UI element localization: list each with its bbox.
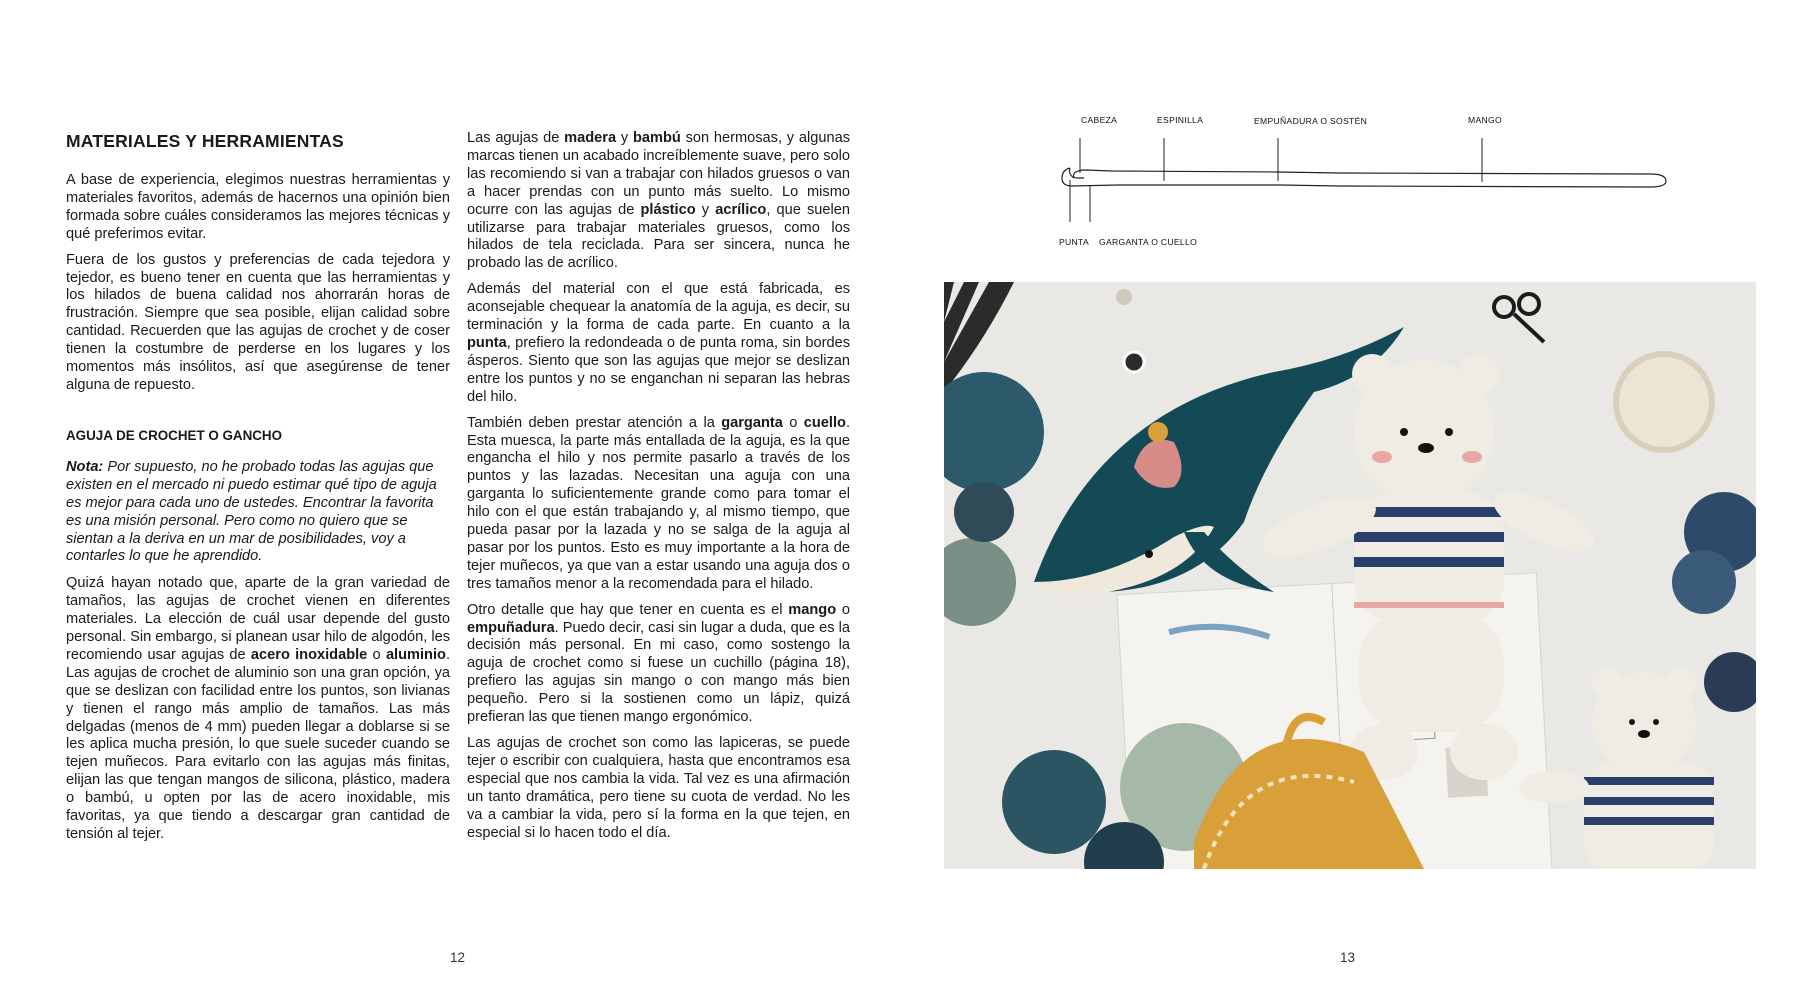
text-run: y xyxy=(616,130,633,146)
text-run: o xyxy=(367,646,386,663)
intro-paragraph-2: Fuera de los gustos y preferencias de cada tejedora y tejedor, es bueno tener en cuenta que las herramientas y los hilados de buena calidad nos ahorrarán horas de frustración. Siempre que sea posible, elijan calidad sobre cantidad. Recuerden que las agujas de crochet y de coser tienen la costumbre de perderse en los lugares y los momentos más insólitos, así que asegúrense de tener alguna de repuesto. xyxy=(66,251,450,393)
crochet-hook-drawing xyxy=(1040,108,1680,258)
text-run: Las agujas de xyxy=(467,130,565,146)
handle-paragraph xyxy=(467,602,850,727)
section-title: MATERIALES Y HERRAMIENTAS xyxy=(66,131,344,151)
text-run: o xyxy=(782,414,804,431)
label-punta: PUNTA xyxy=(1059,237,1089,247)
materials-paragraph xyxy=(66,575,450,844)
text-run: son hermosas, y algunas marcas tienen un acabado increíblemente suave, pero solo las recomiendo si van a trabajar con hilados gruesos o van a hacer prendas con un punto más suelto. Lo mismo ocurre con las agujas de xyxy=(467,130,851,218)
bold-term: aluminio xyxy=(385,646,446,663)
note-label: Nota: xyxy=(66,458,104,475)
label-espinilla: ESPINILLA xyxy=(1157,115,1204,125)
bold-term: bambú xyxy=(632,130,681,146)
bold-term: plástico xyxy=(640,201,696,218)
text-run: Quizá hayan notado que, aparte de la gran variedad de tamaños, las agujas de crochet vienen en diferentes materiales. La elección de cuál usar depende del gusto personal. Sin embargo, si planean usar hilo de algodón, les recomiendo usar agujas de xyxy=(66,575,450,663)
text-run: Otro detalle que hay que tener en cuenta es el xyxy=(467,601,789,618)
bold-term: madera xyxy=(564,130,617,146)
bold-term: empuñadura xyxy=(467,619,555,636)
bold-term: punta xyxy=(467,334,507,351)
wood-paragraph xyxy=(467,130,850,273)
bold-term: mango xyxy=(788,601,837,618)
throat-paragraph xyxy=(467,415,850,594)
text-run: , que suelen utilizarse para trabajar materiales gruesos, como los hilados de tela reciclada. Para ser sincera, nunca he probado las de acrílico. xyxy=(467,201,851,272)
bold-term: acero inoxidable xyxy=(250,646,368,663)
text-run: y xyxy=(695,201,716,218)
bold-term: cuello xyxy=(803,414,846,431)
label-empunadura: EMPUÑADURA O SOSTÉN xyxy=(1254,116,1368,126)
text-run: Además del material con el que está fabricada, es aconsejable chequear la anatomía de la aguja, es decir, su terminación y la forma de cada parte. En cuanto a la xyxy=(467,281,850,334)
left-column xyxy=(66,130,450,852)
photo-illustration xyxy=(944,282,1756,869)
text-run: . Esta muesca, la parte más entallada de la aguja, es la que engancha el hilo y nos permite pasarlo a través de los puntos y las lazadas. Necesitan una aguja con una garganta lo suficientemente grande como para tomar el hilo con el que están trabajando y, al mismo tiempo, que pueda pasar por la lazada y no se salga de la aguja al pasar por los puntos. Esto es muy importante a la hora de tejer muñecos, ya que van a estar usando una aguja dos o tres tamaños menor a la recomendada para el hilado. xyxy=(467,414,850,592)
bold-term: acrílico xyxy=(715,201,767,218)
closing-paragraph: Las agujas de crochet son como las lapiceras, se puede tejer o escribir con cualquiera, hasta que encontramos esa especial que nos cambia la vida. Tal vez es una afirmación un tanto dramática, pero tiene su cuota de verdad. No les va a cambiar la vida, pero sí la forma en la que tejen, en especial si lo hacen todo el día. xyxy=(467,735,850,841)
text-run: . Las agujas de crochet de aluminio son una gran opción, ya que se deslizan con facilidad entre los puntos, son livianas y tienen el rango más amplio de tamaños. Las más delgadas (menos de 4 mm) pueden llegar a doblarse si se les aplica mucha presión, lo que suele suceder cuando se tejen muñecos. Para evitarlo con las agujas más finitas, elijan las que tengan mangos de silicona, plástico, madera o bambú, u opten por las de acero inoxidable, mis favoritas, ya que tiendo a descargar gran cantidad de tensión al tejer. xyxy=(66,646,450,842)
label-garganta: GARGANTA O CUELLO xyxy=(1099,237,1198,247)
bold-term: garganta xyxy=(721,414,783,431)
middle-column xyxy=(467,130,850,850)
intro-paragraph-1: A base de experiencia, elegimos nuestras herramientas y materiales favoritos, además de hacernos una opinión bien formada sobre cuáles consideramos las mejores técnicas y qué preferimos evitar. xyxy=(66,172,450,242)
tip-paragraph xyxy=(467,281,850,406)
label-mango: MANGO xyxy=(1468,115,1502,125)
text-run: . Puedo decir, casi sin lugar a duda, que es la decisión más personal. En mi caso, como sostengo la aguja de crochet como si fuese un cuchillo (página 18), prefiero las agujas sin mango o con mango más bien pequeño. Pero si la sostienen como un lápiz, quizá prefieran las que tienen mango ergonómico. xyxy=(467,619,850,726)
hook-outline xyxy=(1062,168,1666,187)
subsection-title: AGUJA DE CROCHET O GANCHO xyxy=(66,427,282,443)
text-run: , prefiero la redondeada o de punta roma, sin bordes ásperos. Siento que son las agujas que mejor se deslizan entre los puntos y no se enganchan ni separan las hebras del hilo. xyxy=(467,334,850,405)
text-run: o xyxy=(836,601,850,618)
text-run: También deben prestar atención a la xyxy=(467,414,722,431)
page-number-left: 12 xyxy=(450,950,466,965)
label-cabeza: CABEZA xyxy=(1081,115,1118,125)
amigurumi-photo xyxy=(944,282,1756,869)
crochet-hook-diagram xyxy=(1040,108,1680,258)
page-number-right: 13 xyxy=(1340,950,1356,965)
note-paragraph xyxy=(66,459,450,566)
note-text: Por supuesto, no he probado todas las agujas que existen en el mercado ni puedo estimar qué tipo de aguja es mejor para cada uno de ustedes. Encontrar la favorita es una misión personal. Pero como no quiero que se sientan a la deriva en un mar de posibilidades, voy a contarles lo que he aprendido. xyxy=(66,458,437,565)
